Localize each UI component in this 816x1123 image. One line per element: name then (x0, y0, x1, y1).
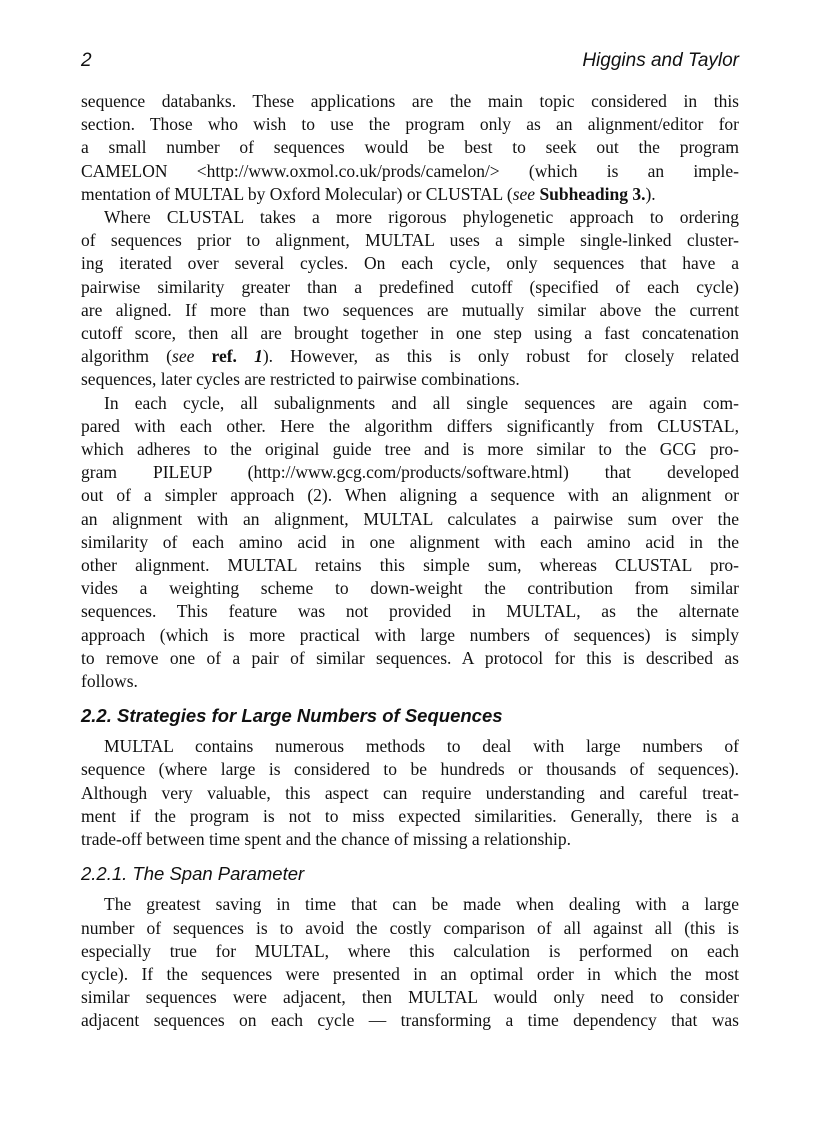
text-line: Where CLUSTAL takes a more rigorous phylogenetic approach to ordering (104, 207, 739, 228)
text-run: ). (645, 183, 656, 204)
text-line: cycle). If the sequences were presented in an optimal order in which the most (81, 963, 739, 984)
text-line: other alignment. MULTAL retains this simple sum, whereas CLUSTAL pro- (81, 555, 739, 576)
section-heading-2-2: 2.2. Strategies for Large Numbers of Sequences (81, 705, 503, 727)
text-line: pairwise similarity greater than a predefined cutoff (specified of each cycle) (81, 276, 739, 297)
text-line: Although very valuable, this aspect can require understanding and careful treat- (81, 782, 739, 803)
text-line: pared with each other. Here the algorithm differs significantly from CLUSTAL, (81, 415, 739, 436)
text-line: especially true for MULTAL, where this calculation is performed on each (81, 940, 739, 961)
text-line: The greatest saving in time that can be made when dealing with a large (104, 894, 739, 915)
text-line: follows. (81, 671, 138, 692)
text-line: sequence databanks. These applications are the main topic considered in this (81, 91, 739, 111)
text-line: sequences. This feature was not provided in MULTAL, as the alternate (81, 601, 739, 622)
text-line: ing iterated over several cycles. On each cycle, only sequences that have a (81, 253, 739, 274)
page-number: 2 (81, 50, 92, 71)
text-line: of sequences prior to alignment, MULTAL uses a simple single-linked cluster- (81, 230, 739, 251)
text-line: similar sequences were adjacent, then MULTAL would only need to consider (81, 987, 739, 1008)
text-line: vides a weighting scheme to down-weight the contribution from similar (81, 578, 739, 599)
text-line: are aligned. If more than two sequences are mutually similar above the current (81, 299, 739, 320)
text-line: similarity of each amino acid in one alignment with each amino acid in the (81, 531, 739, 552)
text-line: cutoff score, then all are brought together in one step using a fast concatenation (81, 323, 739, 344)
running-head-authors: Higgins and Taylor (582, 50, 739, 71)
paragraph-1 (81, 90, 739, 206)
text-line: MULTAL contains numerous methods to deal with large numbers of (104, 736, 739, 757)
text-line: adjacent sequences on each cycle — transforming a time dependency that was (81, 1010, 739, 1031)
text-line: trade-off between time spent and the chance of missing a relationship. (81, 829, 571, 850)
see-italic: see (172, 346, 195, 367)
text-line: CAMELON <http://www.oxmol.co.uk/prods/camelon/> (which is an imple- (81, 160, 739, 181)
see-italic: see (512, 183, 536, 204)
text-run: algorithm ( (81, 346, 173, 367)
cross-reference-ref: ref. (211, 346, 237, 367)
text-line: sequence (where large is considered to be hundreds or thousands of sequences). (81, 759, 739, 780)
cross-reference-subheading: Subheading 3. (539, 183, 646, 204)
text-line: ment if the program is not to miss expected similarities. Generally, there is a (81, 805, 739, 826)
page (81, 50, 739, 1033)
text-line (81, 345, 739, 368)
text-line: In each cycle, all subalignments and all single sequences are again com- (104, 392, 739, 413)
text-line (81, 183, 739, 206)
subsection-heading-2-2-1: 2.2.1. The Span Parameter (81, 863, 305, 885)
text-line: section. Those who wish to use the program only as an alignment/editor for (81, 114, 739, 135)
paragraph-4 (81, 735, 739, 851)
running-head (81, 50, 739, 76)
text-line: which adheres to the original guide tree and is more similar to the GCG pro- (81, 439, 739, 460)
text-run: ). However, as this is only robust for closely related (262, 346, 740, 367)
text-line: sequences, later cycles are restricted to pairwise combinations. (81, 369, 520, 390)
text-line: gram PILEUP (http://www.gcg.com/products/software.html) that developed (81, 462, 739, 483)
paragraph-5 (81, 893, 739, 1032)
text-line: approach (which is more practical with large numbers of sequences) is simply (81, 624, 739, 645)
text-run: mentation of MULTAL by Oxford Molecular) or CLUSTAL ( (81, 183, 513, 204)
text-line: number of sequences is to avoid the costly comparison of all against all (this is (81, 917, 739, 938)
text-line: an alignment with an alignment, MULTAL calculates a pairwise sum over the (81, 508, 739, 529)
paragraph-2 (81, 206, 739, 392)
text-line: out of a simpler approach (2). When aligning a sequence with an alignment or (81, 485, 739, 506)
text-line: a small number of sequences would be best to seek out the program (81, 137, 739, 158)
text-line: to remove one of a pair of similar sequences. A protocol for this is described as (81, 647, 739, 668)
cross-reference-number: 1 (254, 346, 263, 367)
paragraph-3 (81, 392, 739, 694)
